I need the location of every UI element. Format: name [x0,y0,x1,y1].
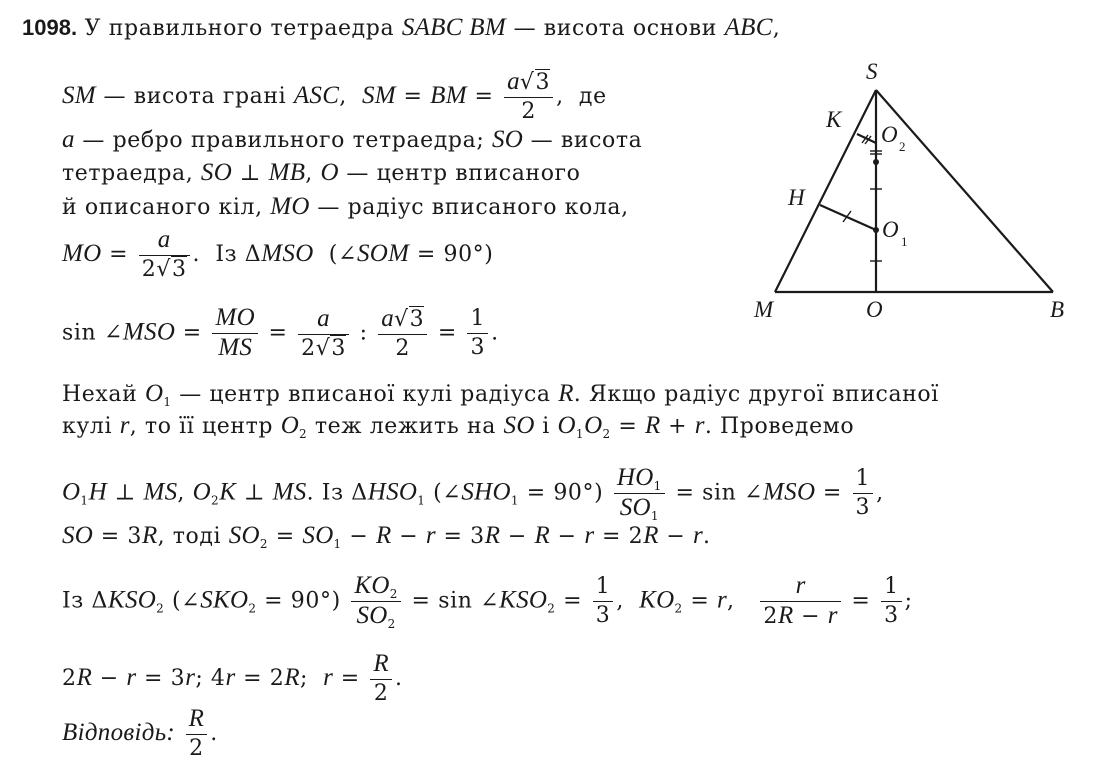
problem-line-5: й описаного кіл, MO — радіус вписаного кола, [62,193,629,220]
fraction-one-third-b: $\frac{1}{3}$ [853,465,874,522]
problem-line-10: $O_1H$ ⊥ MS, $O_2K$ ⊥ MS. Із $\Delta HSO_1$ $(\angle SHO_1 = 90^\circ)$ $\frac{HO_1}{SO_1}$ = sin ∠MSO = $\frac{1}{3}$ , [62,464,884,523]
point-o2 [873,159,879,165]
answer-fraction: $\frac{R}{2}$ [186,705,208,763]
segment-o1h [820,205,876,230]
problem-number: 1098. [22,15,78,40]
label-o1-sub: 1 [901,234,909,249]
side-sb [876,90,1053,292]
problem-line-12: Із $\Delta KSO_2$ $(\angle SKO_2 = 90^\circ)$ $\frac{KO_2}{SO_2}$ = $\sin \angle KSO_2$ = $\frac{1}{3}$ , $KO_2 = r$, $\frac{r}{2R - r}$ = $\frac{1}{3}$ ; [62,572,913,631]
label-k: K [826,107,842,132]
problem-line-3: a — ребро правильного тетраедра; SO — висота [62,126,643,153]
point-o1 [873,227,879,233]
fraction-r-over-2r-minus-r: $\frac{r}{2R - r}$ [760,572,840,631]
fraction-a-over-2sqrt3: $\frac{a}{2√3}$ [139,226,190,284]
label-o2: O [881,122,899,147]
label-h: H [788,185,806,210]
fraction-a-sqrt3-over-2-b: $\frac{a√3}{2}$ [378,305,427,363]
answer-line: Відповідь: $\frac{R}{2}$ . [62,705,218,761]
problem-line-6: MO = $\frac{a}{2√3}$ . Із ΔMSO (∠SOM = 90°) [62,226,494,282]
fraction-r-over-2: $\frac{R}{2}$ [370,650,392,708]
fraction-one-third-d: $\frac{1}{3}$ [881,573,902,630]
label-s: S [866,59,879,84]
problem-line-8: Нехай $O_1$ — центр вписаної кулі радіуса R. Якщо радіус другої вписаної [62,380,939,409]
answer-label: Відповідь: [62,719,176,746]
fraction-ho1-over-so1: $\frac{HO_1}{SO_1}$ [614,464,665,523]
problem-line-11: SO = 3R, тоді $SO_2 = SO_1 - R - r = 3R - R - r = 2R - r$. [62,522,711,551]
problem-line-4: тетраедра, SO ⊥ MB, O — центр вписаного [62,159,581,186]
problem-line-13: 2R − r = 3r; 4r = 2R; r = $\frac{R}{2}$ . [62,650,403,706]
label-o2-sub: 2 [899,139,907,154]
problem-line-2: SM — висота грані ASC, SM = BM = $\frac{a√3}{2}$ , де [62,68,607,124]
label-b: B [1050,297,1065,322]
fraction-one-third-c: $\frac{1}{3}$ [593,573,614,630]
fraction-ko2-over-so2: $\frac{KO_2}{SO_2}$ [351,572,401,631]
fraction-a-over-2sqrt3-b: $\frac{a}{2√3}$ [298,305,349,363]
tetrahedron-cross-section-diagram [740,55,1090,330]
problem-line-7: sin ∠MSO = $\frac{MO}{MS}$ = $\frac{a}{2√3}$ : $\frac{a√3}{2}$ = $\frac{1}{3}$ . [62,304,499,361]
label-o: O [866,297,884,322]
problem-line-1: 1098. У правильного тетраедра SABC BM — висота основи ABC, [22,14,781,41]
fraction-mo-over-ms: $\frac{MO}{MS}$ [212,304,257,363]
fraction-a-sqrt3-over-2: $\frac{a√3}{2}$ [504,68,553,126]
label-m: M [754,297,774,322]
problem-line-9: кулі r, то її центр $O_2$ теж лежить на SO і $O_1O_2 = R + r$. Проведемо [62,412,855,441]
label-o1: O [882,217,900,242]
fraction-one-third: $\frac{1}{3}$ [467,305,488,362]
